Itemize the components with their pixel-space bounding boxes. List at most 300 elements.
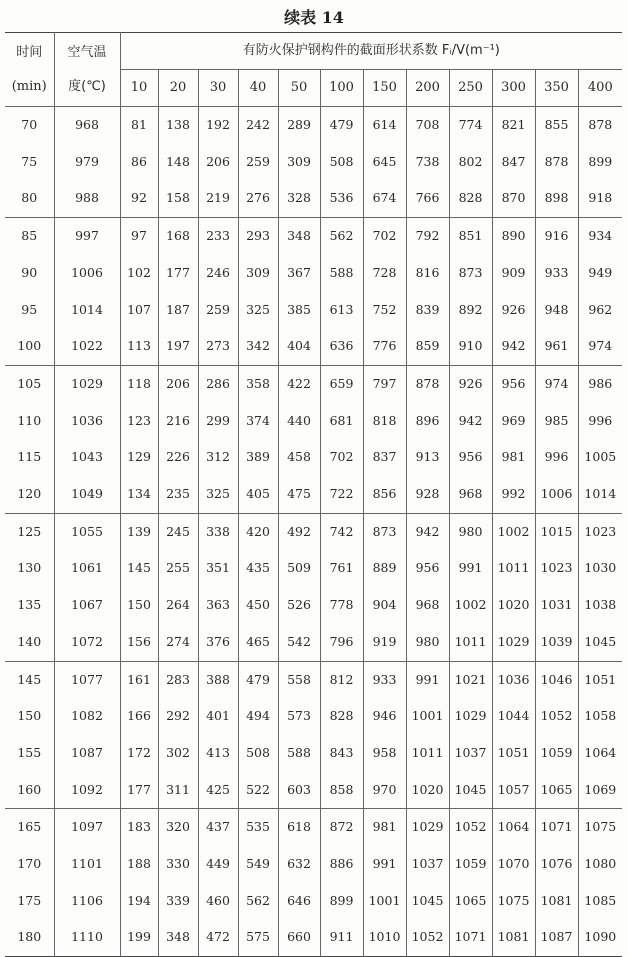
value-cell: 956 <box>449 439 492 476</box>
temp-cell: 1006 <box>54 255 120 292</box>
table-row <box>5 439 622 476</box>
value-cell: 792 <box>406 218 449 255</box>
value-cell: 283 <box>158 661 198 698</box>
temp-cell: 1106 <box>54 883 120 920</box>
value-cell: 348 <box>278 218 320 255</box>
value-cell: 1030 <box>584 560 617 576</box>
value-cell: 752 <box>363 292 406 329</box>
value-cell: 177 <box>120 772 158 809</box>
value-cell: 980 <box>406 624 449 661</box>
table-row <box>5 365 622 402</box>
temp-cell: 1087 <box>54 735 120 772</box>
table-row <box>5 883 622 920</box>
value-cell: 981 <box>363 809 406 846</box>
temp-cell: 997 <box>54 218 120 255</box>
value-cell: 828 <box>320 698 363 735</box>
value-cell: 949 <box>588 264 613 280</box>
value-cell: 363 <box>198 587 238 624</box>
value-cell: 878 <box>588 117 613 132</box>
value-cell: 878 <box>535 144 578 181</box>
value-cell: 437 <box>198 809 238 846</box>
time-cell: 90 <box>5 255 54 292</box>
value-cell: 681 <box>320 403 363 440</box>
factor-header-cell: 30 <box>198 70 238 107</box>
value-cell: 956 <box>406 550 449 587</box>
value-cell: 898 <box>535 180 578 217</box>
value-cell: 348 <box>158 919 198 956</box>
value-cell: 188 <box>120 846 158 883</box>
value-cell: 991 <box>449 550 492 587</box>
value-cell: 828 <box>449 180 492 217</box>
time-cell: 120 <box>5 476 54 513</box>
value-cell: 588 <box>320 255 363 292</box>
temp-cell: 968 <box>54 107 120 144</box>
time-cell: 180 <box>5 919 54 956</box>
value-cell: 1081 <box>535 883 578 920</box>
value-cell: 139 <box>120 513 158 550</box>
value-cell: 293 <box>238 218 278 255</box>
value-cell: 1051 <box>492 735 535 772</box>
time-cell: 75 <box>5 144 54 181</box>
value-cell: 1039 <box>535 624 578 661</box>
value-cell: 1014 <box>578 476 622 513</box>
table-row <box>5 476 622 513</box>
time-cell: 175 <box>5 883 54 920</box>
value-cell: 479 <box>320 107 363 144</box>
value-cell: 1057 <box>492 772 535 809</box>
value-cell: 761 <box>320 550 363 587</box>
value-cell: 911 <box>320 919 363 956</box>
value-cell: 708 <box>406 107 449 144</box>
table-row <box>5 587 622 624</box>
value-cell: 916 <box>535 218 578 255</box>
value-cell: 942 <box>449 403 492 440</box>
value-cell: 636 <box>320 328 363 365</box>
factor-header-cell: 100 <box>320 70 363 107</box>
table-row <box>5 698 622 735</box>
temp-cell: 1101 <box>54 846 120 883</box>
temp-cell: 1029 <box>54 365 120 402</box>
time-cell: 115 <box>5 439 54 476</box>
table-row <box>5 144 622 181</box>
table-row <box>5 180 622 217</box>
value-cell: 522 <box>238 772 278 809</box>
value-cell: 843 <box>320 735 363 772</box>
time-cell: 80 <box>5 180 54 217</box>
table-header <box>5 33 622 107</box>
value-cell: 968 <box>449 476 492 513</box>
value-cell: 107 <box>120 292 158 329</box>
value-cell: 440 <box>278 403 320 440</box>
time-cell: 165 <box>5 809 54 846</box>
value-cell: 376 <box>198 624 238 661</box>
temp-cell: 1072 <box>54 624 120 661</box>
value-cell: 1023 <box>584 523 617 539</box>
value-cell: 320 <box>158 809 198 846</box>
value-cell: 1075 <box>584 819 617 835</box>
table-title: 续表 14 <box>284 8 344 27</box>
value-cell: 226 <box>158 439 198 476</box>
value-cell: 404 <box>278 328 320 365</box>
value-cell: 1010 <box>363 919 406 956</box>
value-cell: 1036 <box>492 661 535 698</box>
value-cell: 1002 <box>492 513 535 550</box>
value-cell: 958 <box>363 735 406 772</box>
value-cell: 255 <box>158 550 198 587</box>
value-cell: 1044 <box>492 698 535 735</box>
value-cell: 1064 <box>492 809 535 846</box>
factor-header-cell: 200 <box>406 70 449 107</box>
value-cell: 1071 <box>449 919 492 956</box>
value-cell: 422 <box>278 365 320 402</box>
temp-cell: 1077 <box>54 661 120 698</box>
value-cell: 242 <box>238 107 278 144</box>
value-cell: 996 <box>535 439 578 476</box>
temp-cell: 1014 <box>54 292 120 329</box>
value-cell: 233 <box>198 218 238 255</box>
value-cell: 1087 <box>535 919 578 956</box>
value-cell: 962 <box>588 301 613 317</box>
value-cell: 81 <box>120 107 158 144</box>
value-cell: 156 <box>120 624 158 661</box>
value-cell: 1075 <box>492 883 535 920</box>
temp-cell: 1061 <box>54 550 120 587</box>
value-cell: 342 <box>238 328 278 365</box>
value-cell: 1046 <box>535 661 578 698</box>
value-cell: 1029 <box>492 624 535 661</box>
value-cell: 465 <box>238 624 278 661</box>
temp-cell: 1036 <box>54 403 120 440</box>
value-cell: 872 <box>320 809 363 846</box>
temp-label: 空气温 <box>67 44 107 60</box>
value-cell: 289 <box>278 107 320 144</box>
value-cell: 259 <box>238 144 278 181</box>
value-cell: 991 <box>363 846 406 883</box>
value-cell: 161 <box>120 661 158 698</box>
time-cell: 150 <box>5 698 54 735</box>
temp-cell: 1110 <box>54 919 120 956</box>
value-cell: 896 <box>406 403 449 440</box>
value-cell: 246 <box>198 255 238 292</box>
value-cell: 992 <box>492 476 535 513</box>
value-cell: 542 <box>278 624 320 661</box>
value-cell: 575 <box>238 919 278 956</box>
time-cell: 130 <box>5 550 54 587</box>
value-cell: 219 <box>198 180 238 217</box>
value-cell: 1051 <box>584 671 617 687</box>
temp-cell: 1022 <box>54 328 120 365</box>
value-cell: 933 <box>535 255 578 292</box>
value-cell: 472 <box>198 919 238 956</box>
value-cell: 1011 <box>449 624 492 661</box>
factor-header-cell: 50 <box>278 70 320 107</box>
factor-header-cell: 250 <box>449 70 492 107</box>
temp-cell: 1092 <box>54 772 120 809</box>
value-cell: 449 <box>198 846 238 883</box>
time-cell: 105 <box>5 365 54 402</box>
value-cell: 535 <box>238 809 278 846</box>
value-cell: 1001 <box>363 883 406 920</box>
value-cell: 839 <box>406 292 449 329</box>
value-cell: 603 <box>278 772 320 809</box>
value-cell: 1059 <box>535 735 578 772</box>
value-cell: 873 <box>363 513 406 550</box>
table-row <box>5 403 622 440</box>
temp-cell: 1043 <box>54 439 120 476</box>
value-cell: 899 <box>588 153 613 169</box>
value-cell: 573 <box>278 698 320 735</box>
value-cell: 166 <box>120 698 158 735</box>
value-cell: 388 <box>198 661 238 698</box>
value-cell: 722 <box>320 476 363 513</box>
value-cell: 134 <box>120 476 158 513</box>
value-cell: 351 <box>198 550 238 587</box>
value-cell: 890 <box>492 218 535 255</box>
value-cell: 892 <box>449 292 492 329</box>
value-cell: 996 <box>588 412 613 428</box>
value-cell: 645 <box>363 144 406 181</box>
value-cell: 926 <box>449 365 492 402</box>
value-cell: 899 <box>320 883 363 920</box>
value-cell: 536 <box>320 180 363 217</box>
value-cell: 338 <box>198 513 238 550</box>
value-cell: 413 <box>198 735 238 772</box>
value-cell: 197 <box>158 328 198 365</box>
value-cell: 991 <box>406 661 449 698</box>
table-row <box>5 661 622 698</box>
value-cell: 946 <box>363 698 406 735</box>
value-cell: 934 <box>588 228 613 244</box>
value-cell: 148 <box>158 144 198 181</box>
value-cell: 292 <box>158 698 198 735</box>
time-label: 时间 <box>16 44 43 60</box>
table-body <box>5 107 622 957</box>
value-cell: 974 <box>578 328 622 365</box>
value-cell: 1002 <box>449 587 492 624</box>
time-cell: 135 <box>5 587 54 624</box>
value-cell: 475 <box>278 476 320 513</box>
value-cell: 856 <box>363 476 406 513</box>
value-cell: 325 <box>198 476 238 513</box>
value-cell: 1037 <box>449 735 492 772</box>
value-cell: 614 <box>363 107 406 144</box>
value-cell: 558 <box>278 661 320 698</box>
time-cell: 125 <box>5 513 54 550</box>
value-cell: 1085 <box>584 892 617 908</box>
value-cell: 187 <box>158 292 198 329</box>
value-cell: 1011 <box>492 550 535 587</box>
factor-header-cell: 300 <box>492 70 535 107</box>
value-cell: 837 <box>363 439 406 476</box>
value-cell: 660 <box>278 919 320 956</box>
value-cell: 172 <box>120 735 158 772</box>
value-cell: 479 <box>238 661 278 698</box>
value-cell: 886 <box>320 846 363 883</box>
value-cell: 702 <box>363 218 406 255</box>
value-cell: 821 <box>492 107 535 144</box>
value-cell: 328 <box>278 180 320 217</box>
value-cell: 492 <box>278 513 320 550</box>
value-cell: 618 <box>278 809 320 846</box>
value-cell: 1023 <box>535 550 578 587</box>
factor-header-cell: 10 <box>120 70 158 107</box>
value-cell: 913 <box>406 439 449 476</box>
table-row <box>5 218 622 255</box>
value-cell: 216 <box>158 403 198 440</box>
factor-header-cell: 400 <box>578 70 622 107</box>
value-cell: 1011 <box>406 735 449 772</box>
value-cell: 325 <box>238 292 278 329</box>
value-cell: 1065 <box>535 772 578 809</box>
value-cell: 194 <box>120 883 158 920</box>
value-cell: 339 <box>158 883 198 920</box>
value-cell: 674 <box>363 180 406 217</box>
value-cell: 918 <box>578 180 622 217</box>
value-cell: 508 <box>320 144 363 181</box>
value-cell: 968 <box>406 587 449 624</box>
value-cell: 646 <box>278 883 320 920</box>
value-cell: 192 <box>198 107 238 144</box>
value-cell: 847 <box>492 144 535 181</box>
value-cell: 802 <box>449 144 492 181</box>
value-cell: 1052 <box>406 919 449 956</box>
value-cell: 1059 <box>449 846 492 883</box>
value-cell: 659 <box>320 365 363 402</box>
temp-cell: 1055 <box>54 513 120 550</box>
value-cell: 509 <box>278 550 320 587</box>
time-cell: 140 <box>5 624 54 661</box>
value-cell: 632 <box>278 846 320 883</box>
value-cell: 1076 <box>535 846 578 883</box>
temp-cell: 1049 <box>54 476 120 513</box>
time-cell: 95 <box>5 292 54 329</box>
value-cell: 1006 <box>535 476 578 513</box>
value-cell: 588 <box>278 735 320 772</box>
value-cell: 909 <box>492 255 535 292</box>
time-cell: 170 <box>5 846 54 883</box>
value-cell: 1080 <box>584 856 617 872</box>
time-header <box>5 33 54 107</box>
value-cell: 150 <box>120 587 158 624</box>
value-cell: 1045 <box>578 624 622 661</box>
value-cell: 1031 <box>535 587 578 624</box>
value-cell: 855 <box>535 107 578 144</box>
value-cell: 425 <box>198 772 238 809</box>
temp-cell: 979 <box>54 144 120 181</box>
value-cell: 235 <box>158 476 198 513</box>
value-cell: 942 <box>492 328 535 365</box>
value-cell: 86 <box>120 144 158 181</box>
time-cell: 160 <box>5 772 54 809</box>
value-cell: 309 <box>238 255 278 292</box>
table-row <box>5 255 622 292</box>
value-cell: 974 <box>535 365 578 402</box>
value-cell: 494 <box>238 698 278 735</box>
value-cell: 980 <box>449 513 492 550</box>
value-cell: 1029 <box>449 698 492 735</box>
value-cell: 1081 <box>492 919 535 956</box>
table-row <box>5 107 622 144</box>
value-cell: 435 <box>238 550 278 587</box>
value-cell: 613 <box>320 292 363 329</box>
value-cell: 302 <box>158 735 198 772</box>
value-cell: 797 <box>363 365 406 402</box>
value-cell: 1001 <box>406 698 449 735</box>
value-cell: 738 <box>406 144 449 181</box>
value-cell: 1021 <box>449 661 492 698</box>
value-cell: 312 <box>198 439 238 476</box>
value-cell: 766 <box>406 180 449 217</box>
time-cell: 70 <box>5 107 54 144</box>
value-cell: 986 <box>588 375 613 391</box>
value-cell: 374 <box>238 403 278 440</box>
value-cell: 774 <box>449 107 492 144</box>
value-cell: 92 <box>120 180 158 217</box>
value-cell: 851 <box>449 218 492 255</box>
value-cell: 264 <box>158 587 198 624</box>
value-cell: 796 <box>320 624 363 661</box>
value-cell: 956 <box>492 365 535 402</box>
temp-unit: 度(℃) <box>68 78 106 94</box>
value-cell: 1029 <box>406 809 449 846</box>
table-row <box>5 809 622 846</box>
value-cell: 981 <box>492 439 535 476</box>
value-cell: 145 <box>120 550 158 587</box>
table-row <box>5 735 622 772</box>
value-cell: 97 <box>120 218 158 255</box>
factor-header-cell: 150 <box>363 70 406 107</box>
value-cell: 873 <box>449 255 492 292</box>
value-cell: 420 <box>238 513 278 550</box>
value-cell: 702 <box>320 439 363 476</box>
table-row <box>5 624 622 661</box>
value-cell: 1015 <box>535 513 578 550</box>
value-cell: 158 <box>158 180 198 217</box>
value-cell: 948 <box>535 292 578 329</box>
value-cell: 858 <box>320 772 363 809</box>
value-cell: 206 <box>158 365 198 402</box>
value-cell: 870 <box>492 180 535 217</box>
value-cell: 405 <box>238 476 278 513</box>
value-cell: 1045 <box>406 883 449 920</box>
table-row <box>5 772 622 809</box>
data-table <box>5 32 622 957</box>
factor-header-cell: 350 <box>535 70 578 107</box>
time-unit: (min) <box>11 78 47 94</box>
factor-header: 有防火保护钢构件的截面形状系数 Fᵢ/V(m⁻¹) <box>120 33 622 70</box>
value-cell: 401 <box>198 698 238 735</box>
value-cell: 970 <box>363 772 406 809</box>
value-cell: 1070 <box>492 846 535 883</box>
value-cell: 118 <box>120 365 158 402</box>
value-cell: 385 <box>278 292 320 329</box>
value-cell: 928 <box>406 476 449 513</box>
value-cell: 1071 <box>535 809 578 846</box>
value-cell: 818 <box>363 403 406 440</box>
value-cell: 942 <box>406 513 449 550</box>
value-cell: 1069 <box>578 772 622 809</box>
value-cell: 878 <box>406 365 449 402</box>
value-cell: 199 <box>120 919 158 956</box>
table-row <box>5 292 622 329</box>
time-cell: 85 <box>5 218 54 255</box>
temp-cell: 988 <box>54 180 120 217</box>
value-cell: 778 <box>320 587 363 624</box>
value-cell: 389 <box>238 439 278 476</box>
value-cell: 1052 <box>535 698 578 735</box>
factor-header-cell: 40 <box>238 70 278 107</box>
temp-cell: 1082 <box>54 698 120 735</box>
